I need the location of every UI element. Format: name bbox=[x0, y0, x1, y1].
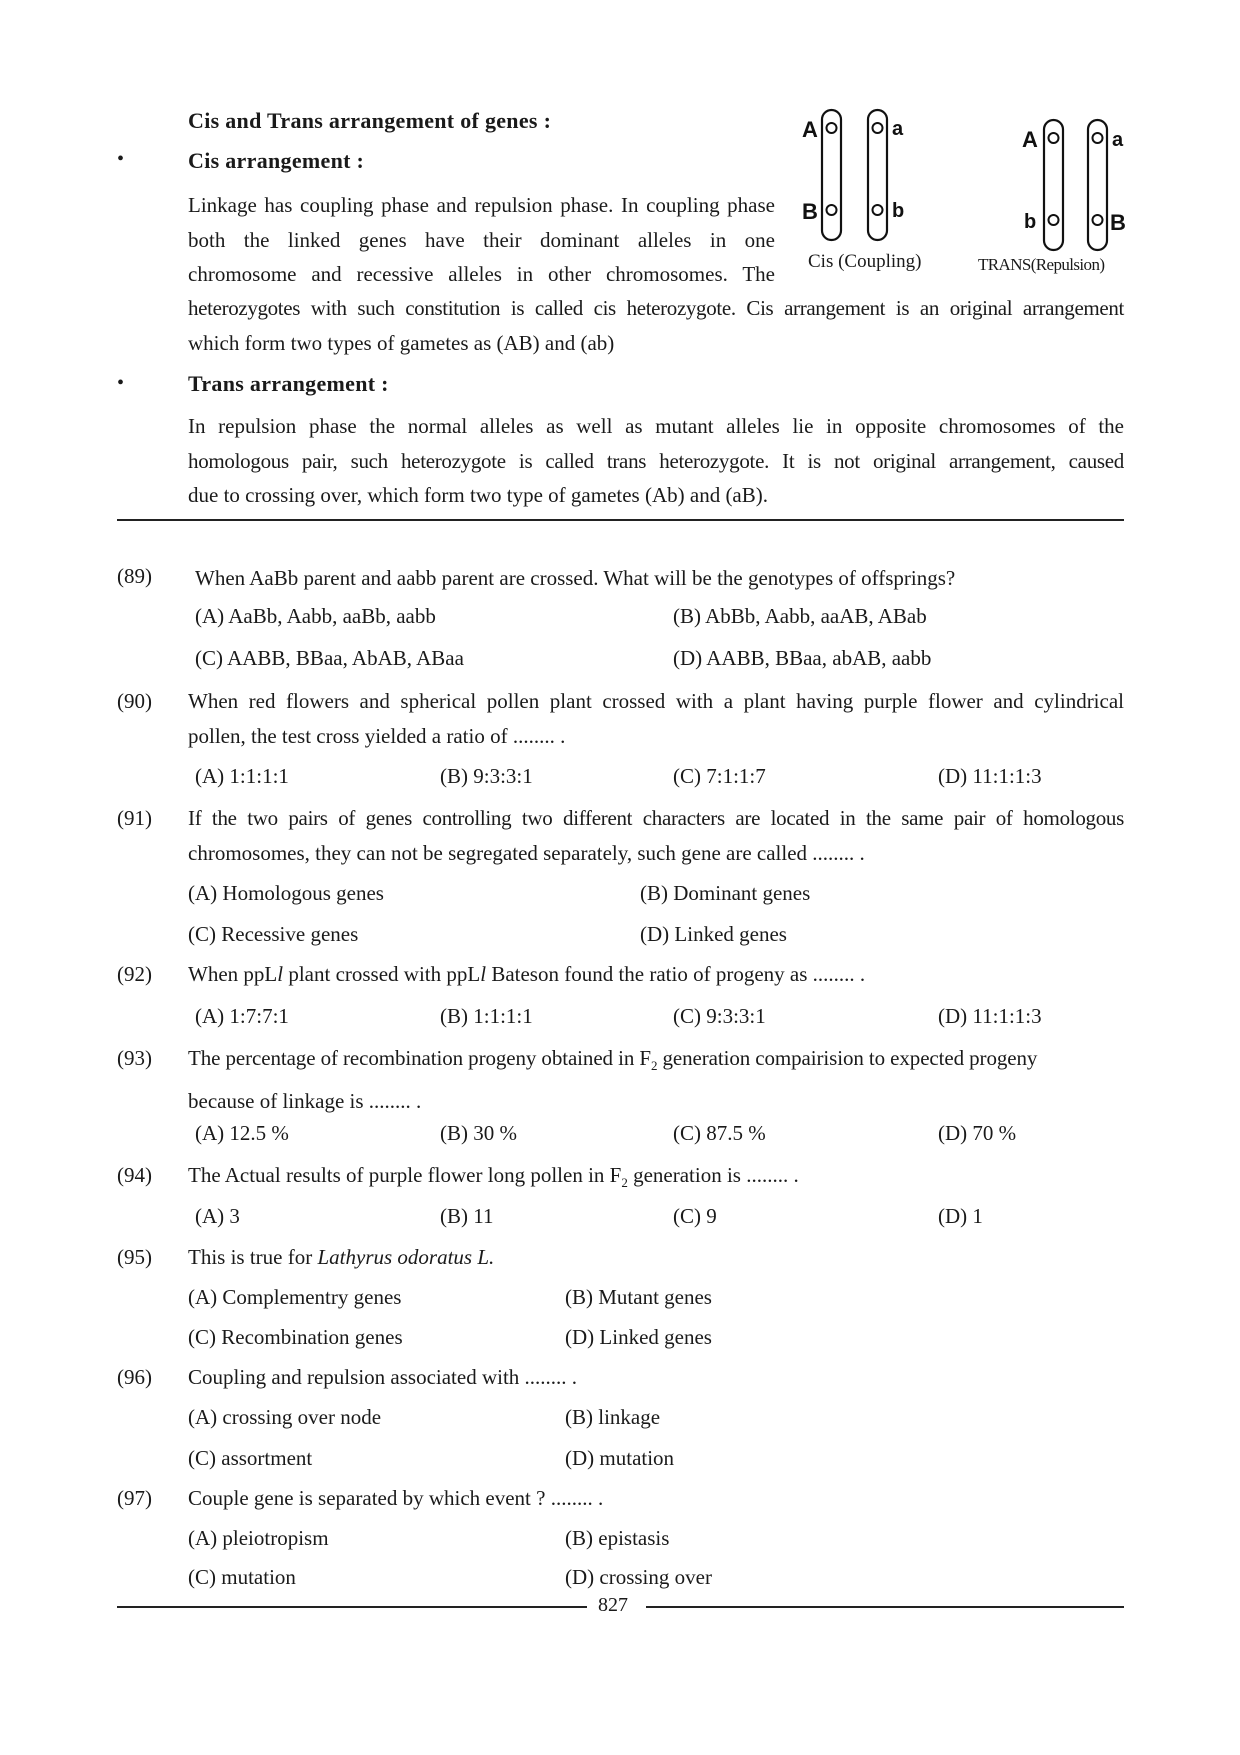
option-b: (B) AbBb, Aabb, aaAB, ABab bbox=[673, 604, 927, 628]
question-text-part: When ppL bbox=[188, 962, 278, 986]
italic-l: l bbox=[480, 962, 487, 986]
page-number: 827 bbox=[598, 1594, 628, 1616]
option-a: (A) 3 bbox=[195, 1204, 240, 1228]
question-number: (89) bbox=[117, 564, 152, 588]
question-number: (95) bbox=[117, 1245, 152, 1269]
question-number: (91) bbox=[117, 806, 152, 830]
option-b: (B) 11 bbox=[440, 1204, 494, 1228]
cis-paragraph-full bbox=[188, 291, 1124, 360]
option-a: (A) Homologous genes bbox=[188, 881, 384, 905]
trans-chromosome-left bbox=[1022, 120, 1063, 250]
species-name: Lathyrus odoratus L. bbox=[317, 1245, 495, 1269]
option-c: (C) Recessive genes bbox=[188, 922, 359, 946]
option-d: (D) crossing over bbox=[565, 1565, 712, 1589]
question-number: (93) bbox=[117, 1046, 152, 1070]
option-d: (D) mutation bbox=[565, 1446, 675, 1470]
question-line-2: chromosomes, they can not be segregated separately, such gene are called ........ . bbox=[188, 840, 865, 865]
question-line-2: pollen, the test cross yielded a ratio of ........ . bbox=[188, 723, 566, 748]
question-number: (94) bbox=[117, 1163, 152, 1187]
option-a: (A) pleiotropism bbox=[188, 1526, 329, 1550]
question-text: Coupling and repulsion associated with ........ . bbox=[188, 1365, 578, 1389]
question-text bbox=[188, 1240, 1124, 1275]
section-title: Cis and Trans arrangement of genes : bbox=[188, 108, 552, 133]
option-a: (A) AaBb, Aabb, aaBb, aabb bbox=[195, 604, 436, 628]
option-a: (A) 12.5 % bbox=[195, 1121, 289, 1145]
cis-line-5: which form two types of gametes as (AB) and (ab) bbox=[188, 330, 615, 355]
cis-line-4: heterozygotes with such constitution is called cis heterozygote. Cis arrangement is an original arrangement bbox=[188, 296, 1124, 320]
question-text-part: The Actual results of purple flower long pollen in F bbox=[188, 1163, 622, 1187]
option-d: (D) 11:1:1:3 bbox=[938, 764, 1042, 788]
option-d: (D) 70 % bbox=[938, 1121, 1017, 1145]
label-A: A bbox=[1022, 127, 1038, 152]
trans-chromosome-right bbox=[1088, 120, 1126, 250]
option-c: (C) 7:1:1:7 bbox=[673, 764, 766, 788]
cis-heading: Cis arrangement : bbox=[188, 148, 365, 173]
option-b: (B) Dominant genes bbox=[640, 881, 811, 905]
option-c: (C) Recombination genes bbox=[188, 1325, 403, 1349]
question-text: When AaBb parent and aabb parent are crossed. What will be the genotypes of offsprings? bbox=[195, 566, 956, 590]
cis-caption: Cis (Coupling) bbox=[808, 251, 922, 272]
option-c: (C) AABB, BBaa, AbAB, ABaa bbox=[195, 646, 464, 670]
cis-line-1: Linkage has coupling phase and repulsion phase. In coupling phase bbox=[188, 193, 775, 217]
bullet: • bbox=[117, 372, 125, 394]
option-a: (A) Complementry genes bbox=[188, 1285, 402, 1309]
question-text bbox=[188, 1041, 1124, 1118]
section-divider bbox=[117, 519, 1124, 521]
question-text-part: generation compairision to expected progeny bbox=[657, 1046, 1038, 1070]
option-a: (A) 1:1:1:1 bbox=[195, 764, 289, 788]
trans-line-1: In repulsion phase the normal alleles as well as mutant alleles lie in opposite chromosomes of the bbox=[188, 414, 1124, 438]
question-line-1: When red flowers and spherical pollen plant crossed with a plant having purple flower and cylindrical bbox=[188, 689, 1124, 713]
option-c: (C) 9 bbox=[673, 1204, 717, 1228]
cis-line-3: chromosome and recessive alleles in other chromosomes. The bbox=[188, 262, 775, 286]
question-text-part: The percentage of recombination progeny obtained in F bbox=[188, 1046, 651, 1070]
trans-paragraph bbox=[188, 409, 1124, 513]
bullet: • bbox=[117, 148, 125, 170]
option-b: (B) 9:3:3:1 bbox=[440, 764, 533, 788]
cis-line-2: both the linked genes have their dominant alleles in one bbox=[188, 227, 775, 252]
italic-l: l bbox=[277, 962, 284, 986]
label-a: a bbox=[1112, 129, 1124, 151]
option-c: (C) 9:3:3:1 bbox=[673, 1004, 766, 1028]
trans-heading: Trans arrangement : bbox=[188, 371, 389, 396]
question-text-part: plant crossed with ppL bbox=[283, 962, 481, 986]
question-text-part: This is true for bbox=[188, 1245, 318, 1269]
cis-chromosome-right bbox=[868, 110, 904, 240]
question-text bbox=[188, 801, 1124, 870]
trans-caption: TRANS(Repulsion) bbox=[978, 255, 1105, 274]
trans-line-3: due to crossing over, which form two type of gametes (Ab) and (aB). bbox=[188, 483, 769, 507]
option-d: (D) Linked genes bbox=[565, 1325, 712, 1349]
option-b: (B) linkage bbox=[565, 1405, 661, 1429]
option-a: (A) crossing over node bbox=[188, 1405, 382, 1429]
label-b: b bbox=[1024, 211, 1037, 233]
question-text-part: Bateson found the ratio of progeny as ........ . bbox=[486, 962, 866, 986]
question-text bbox=[188, 684, 1124, 753]
footer-rule-left bbox=[117, 1606, 587, 1608]
option-d: (D) AABB, BBaa, abAB, aabb bbox=[673, 646, 932, 670]
option-d: (D) 11:1:1:3 bbox=[938, 1004, 1042, 1028]
question-line-1 bbox=[188, 1041, 1124, 1084]
option-a: (A) 1:7:7:1 bbox=[195, 1004, 289, 1028]
option-d: (D) Linked genes bbox=[640, 922, 787, 946]
label-a: a bbox=[892, 118, 904, 140]
question-text-part: generation is ........ . bbox=[627, 1163, 799, 1187]
question-number: (96) bbox=[117, 1365, 152, 1389]
option-c: (C) 87.5 % bbox=[673, 1121, 766, 1145]
option-b: (B) 1:1:1:1 bbox=[440, 1004, 533, 1028]
question-line-1: If the two pairs of genes controlling two different characters are located in the same pair of homologous bbox=[188, 806, 1124, 830]
question-text: Couple gene is separated by which event ? ........ . bbox=[188, 1486, 604, 1510]
cis-paragraph-narrow bbox=[188, 188, 775, 292]
subscript: 2 bbox=[650, 1058, 658, 1074]
question-number: (97) bbox=[117, 1486, 152, 1510]
option-b: (B) Mutant genes bbox=[565, 1285, 712, 1309]
question-text bbox=[188, 957, 1124, 992]
option-b: (B) epistasis bbox=[565, 1526, 670, 1550]
option-b: (B) 30 % bbox=[440, 1121, 517, 1145]
question-number: (92) bbox=[117, 962, 152, 986]
option-c: (C) mutation bbox=[188, 1565, 296, 1589]
label-B: B bbox=[1110, 210, 1126, 235]
cis-chromosome-left bbox=[802, 110, 841, 240]
option-d: (D) 1 bbox=[938, 1204, 983, 1228]
subscript: 2 bbox=[621, 1175, 628, 1191]
footer-rule-right bbox=[646, 1606, 1124, 1608]
question-line-2: because of linkage is ........ . bbox=[188, 1088, 422, 1113]
label-B: B bbox=[802, 199, 818, 224]
question-number: (90) bbox=[117, 689, 152, 713]
question-text bbox=[188, 1158, 1124, 1201]
trans-line-2: homologous pair, such heterozygote is called trans heterozygote. It is not original arrangement, caused bbox=[188, 448, 1124, 473]
label-A: A bbox=[802, 117, 818, 142]
option-c: (C) assortment bbox=[188, 1446, 313, 1470]
label-b: b bbox=[892, 200, 905, 222]
